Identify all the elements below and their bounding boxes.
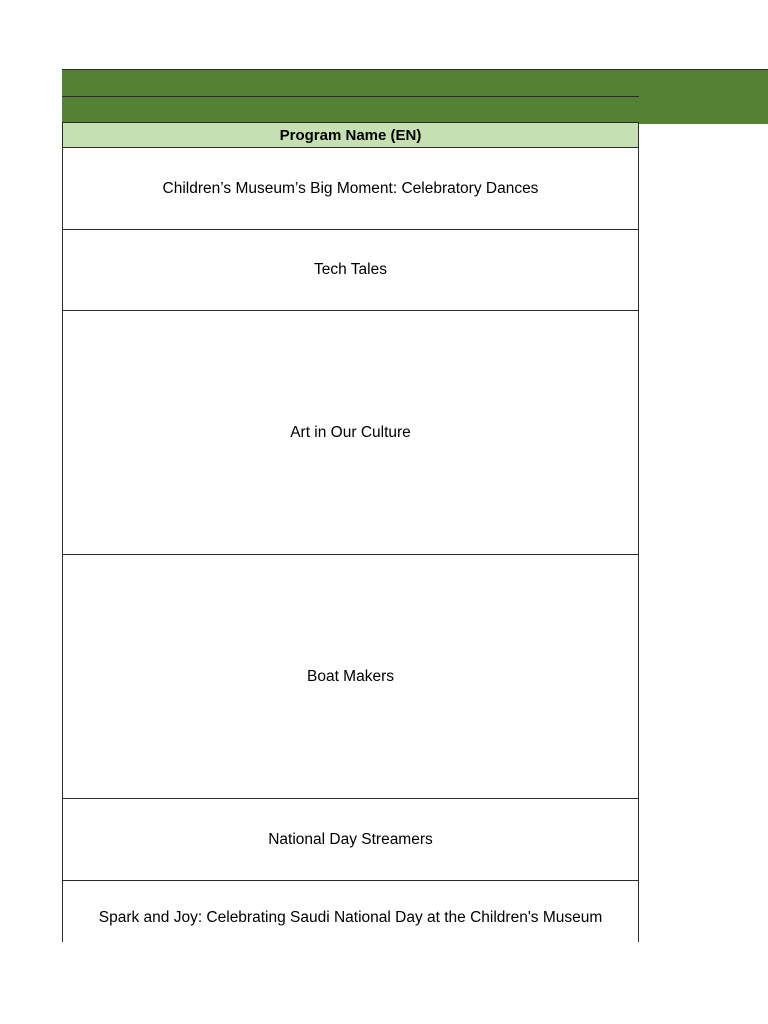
- table-row[interactable]: [63, 799, 638, 881]
- cell-program-name: Boat Makers: [306, 667, 394, 685]
- cell-program-name: Tech Tales: [314, 261, 387, 278]
- spreadsheet-table: [62, 69, 639, 942]
- table-row[interactable]: [63, 555, 638, 799]
- table-row[interactable]: [63, 311, 638, 555]
- cell-program-name: Art in Our Culture: [290, 423, 411, 441]
- column-header-program-name[interactable]: Program Name (EN): [63, 123, 638, 148]
- table-row[interactable]: [63, 148, 638, 230]
- table-row[interactable]: [63, 230, 638, 311]
- title-band-row-2[interactable]: [62, 96, 639, 123]
- title-band-row-1[interactable]: [62, 69, 768, 97]
- cell-program-name: Children’s Museum’s Big Moment: Celebratory Dances: [162, 179, 539, 197]
- cell-program-name: National Day Streamers: [268, 830, 433, 848]
- table-row[interactable]: [63, 881, 638, 942]
- cell-program-name: Spark and Joy: Celebrating Saudi National Day at the Children's Museum: [98, 909, 603, 926]
